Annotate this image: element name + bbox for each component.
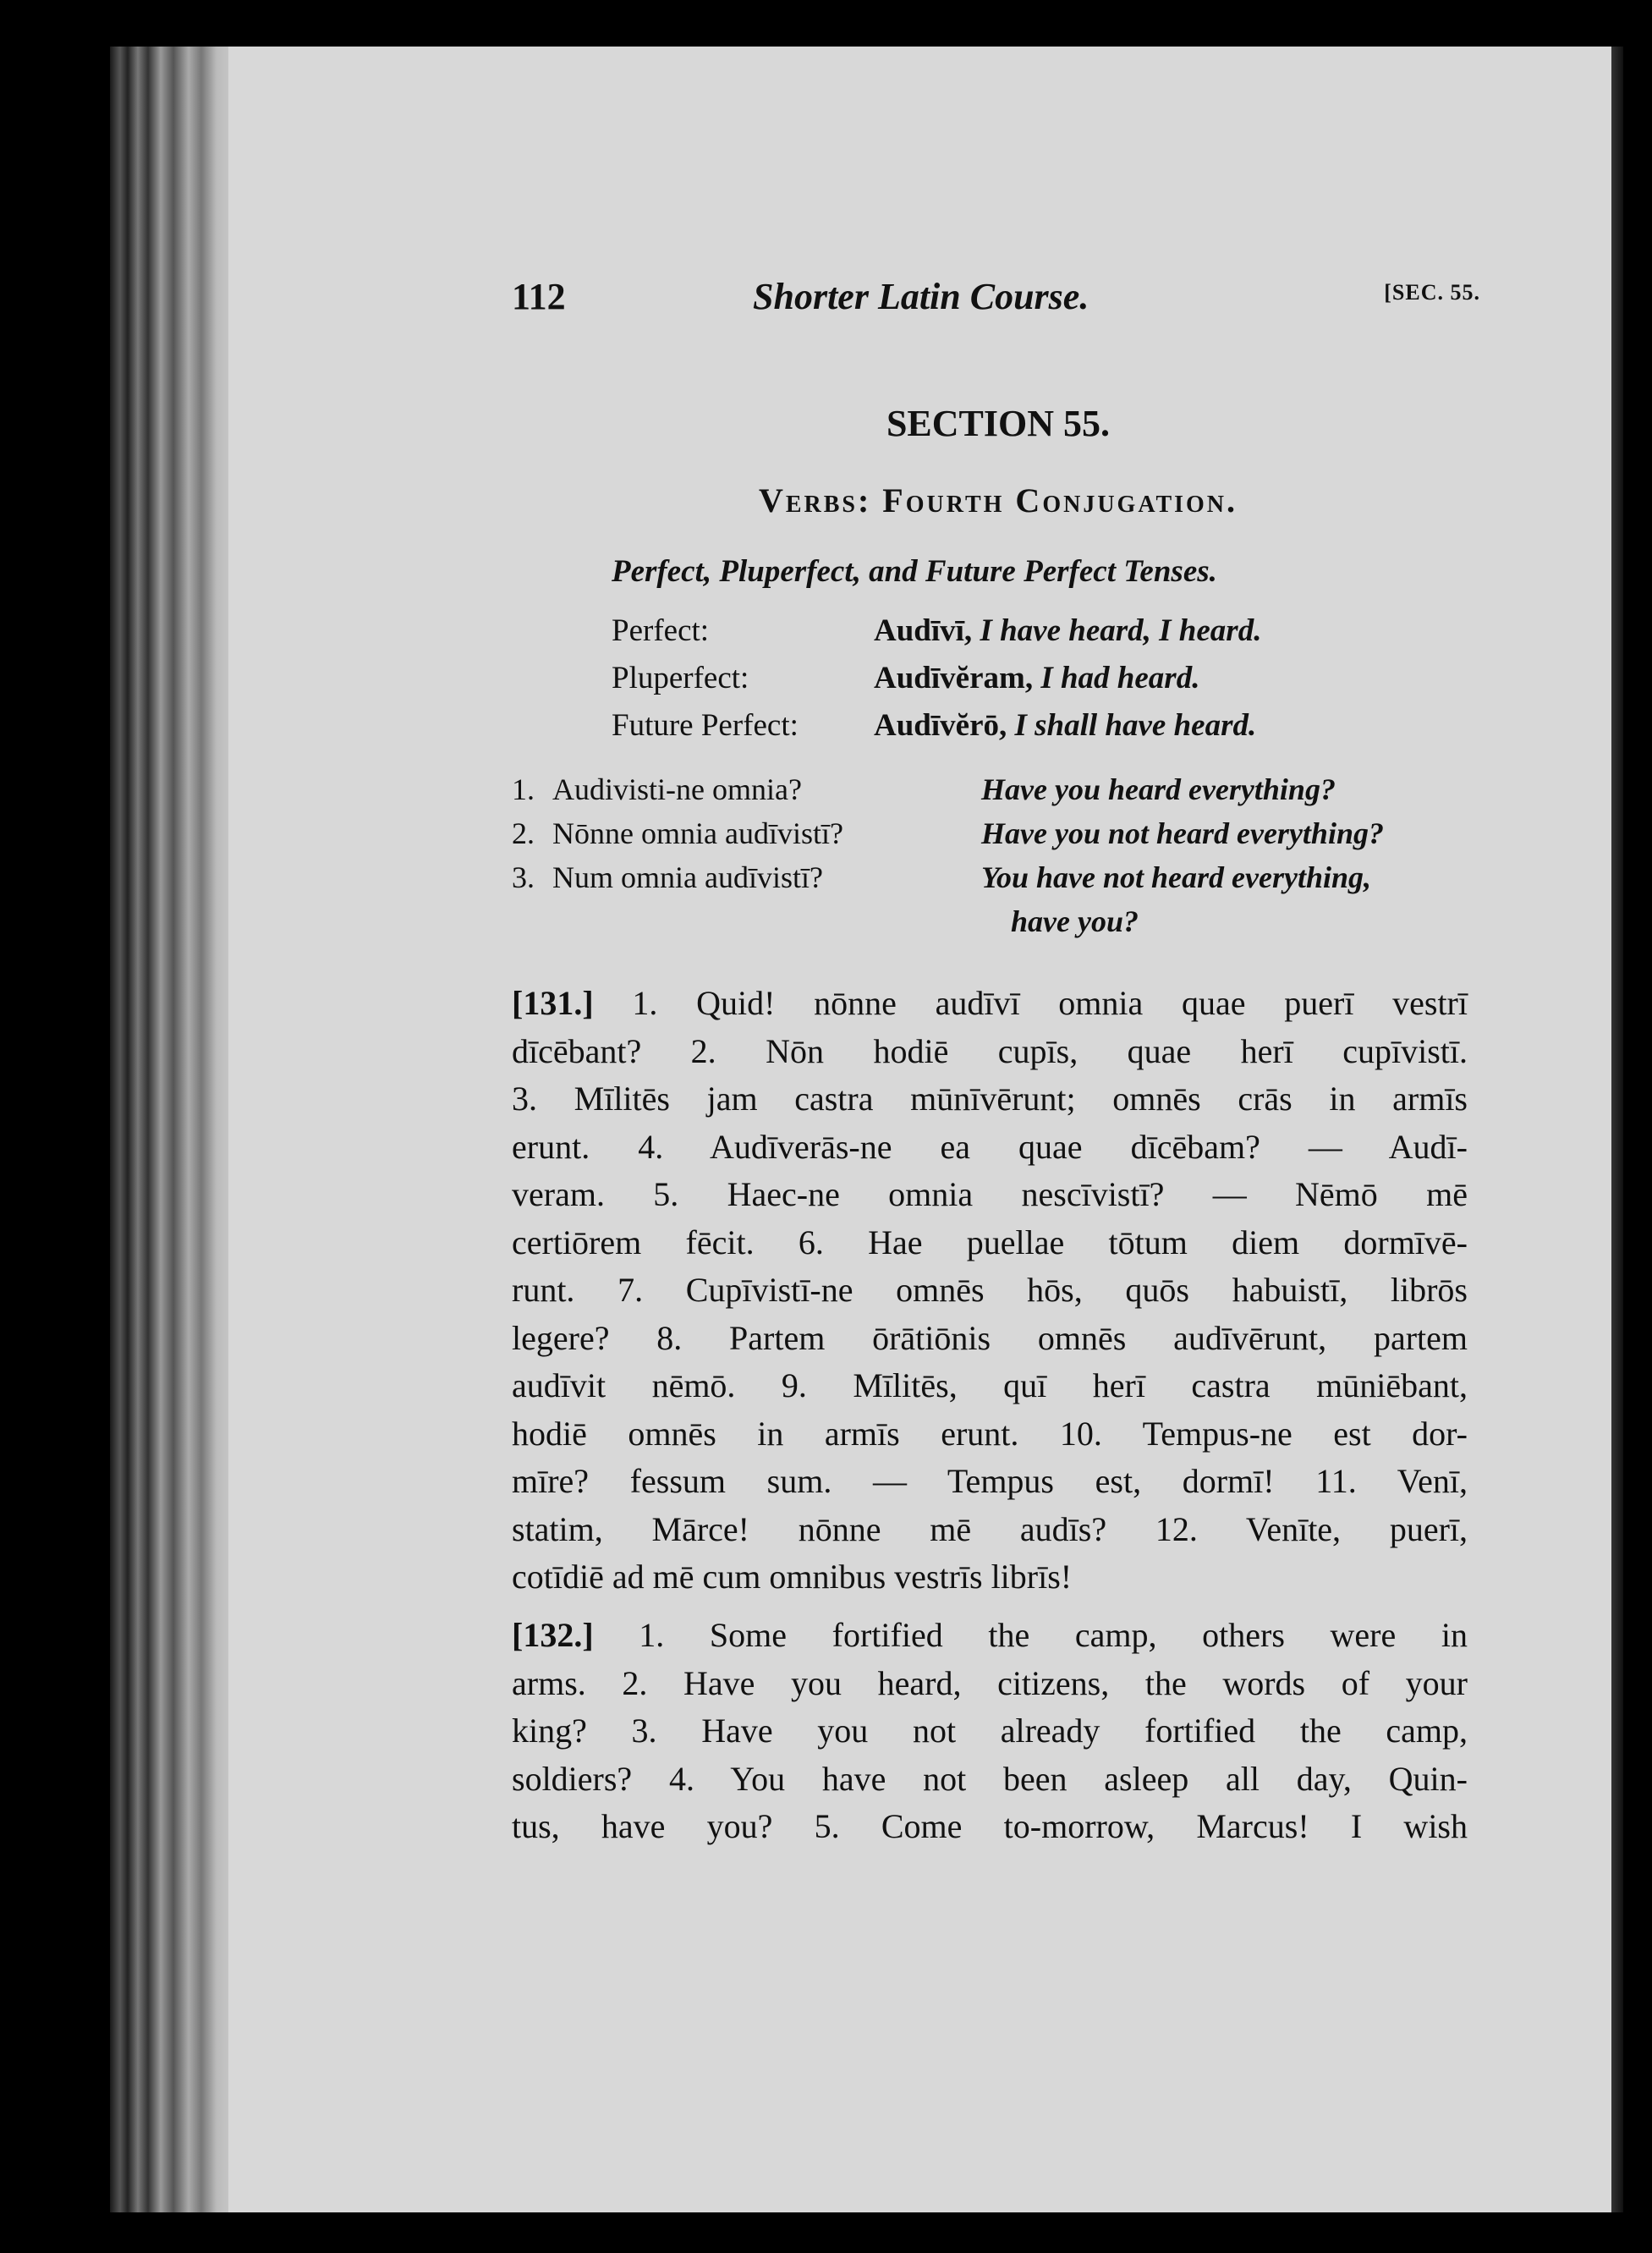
question-row xyxy=(512,816,1468,860)
question-row xyxy=(512,904,1468,948)
exercise-line: king? 3. Have you not already fortified the camp, xyxy=(512,1712,1468,1750)
exercise-line: statim, Mārce! nōnne mē audīs? 12. Venīte, puerī, xyxy=(512,1509,1468,1548)
tense-latin: Audīvī, I have heard, I heard. xyxy=(874,613,1262,648)
tense-name: Future Perfect: xyxy=(612,708,799,743)
question-latin: Nōnne omnia audīvistī? xyxy=(552,816,843,850)
question-english: Have you heard everything? xyxy=(981,772,1336,806)
exercise-line: dīcēbant? 2. Nōn hodiē cupīs, quae herī cupīvistī. xyxy=(512,1031,1468,1070)
exercise-line: [131.] 1. Quid! nōnne audīvī omnia quae puerī vestrī xyxy=(512,984,1468,1022)
page-right-edge xyxy=(1611,47,1623,2212)
exercise-number: [132.] xyxy=(512,1616,594,1654)
question-english: You have not heard everything, xyxy=(981,860,1372,894)
exercise-132 xyxy=(512,1612,1468,1851)
question-number: 3. xyxy=(512,860,535,894)
section-reference: [SEC. 55. xyxy=(1384,280,1480,305)
exercise-line: [132.] 1. Some fortified the camp, others were in xyxy=(512,1616,1468,1654)
tense-name: Perfect: xyxy=(612,613,710,648)
section-title: SECTION 55. xyxy=(886,403,1111,444)
tense-english: I have heard, I heard. xyxy=(980,613,1262,648)
tense-latin: Audīvĕrō, I shall have heard. xyxy=(874,708,1257,743)
exercise-line: arms. 2. Have you heard, citizens, the words of your xyxy=(512,1663,1468,1702)
exercise-line: hodiē omnēs in armīs erunt. 10. Tempus-ne est dor- xyxy=(512,1414,1468,1453)
example-questions xyxy=(512,772,1468,948)
exercise-line: runt. 7. Cupīvistī-ne omnēs hōs, quōs habuistī, librōs xyxy=(512,1271,1468,1309)
tense-english: I shall have heard. xyxy=(1014,708,1257,743)
exercise-line: 3. Mīlitēs jam castra mūnīvērunt; omnēs crās in armīs xyxy=(512,1080,1468,1118)
tense-english: I had heard. xyxy=(1040,661,1200,695)
question-english: Have you not heard everything? xyxy=(981,816,1384,850)
tense-latin: Audīvĕram, I had heard. xyxy=(874,661,1200,695)
question-latin: Num omnia audīvistī? xyxy=(552,860,823,894)
exercise-line: veram. 5. Haec-ne omnia nescīvistī? — Nēmō mē xyxy=(512,1175,1468,1213)
exercise-line: tus, have you? 5. Come to-morrow, Marcus! I wish xyxy=(512,1807,1468,1845)
tenses-heading: Perfect, Pluperfect, and Future Perfect Tenses. xyxy=(612,554,1217,589)
page-number: 112 xyxy=(512,276,566,317)
exercise-line: certiōrem fēcit. 6. Hae puellae tōtum diem dormīvē- xyxy=(512,1223,1468,1261)
question-latin: Audivisti-ne omnia? xyxy=(552,772,802,806)
question-number: 2. xyxy=(512,816,535,850)
exercise-line: legere? 8. Partem ōrātiōnis omnēs audīvērunt, partem xyxy=(512,1318,1468,1357)
running-head xyxy=(512,275,1480,326)
exercise-line: audīvit nēmō. 9. Mīlitēs, quī herī castra mūniēbant, xyxy=(512,1366,1468,1404)
question-row xyxy=(512,860,1468,904)
section-subtitle: Verbs: Fourth Conjugation. xyxy=(758,481,1238,519)
question-row xyxy=(512,772,1468,816)
exercise-line: cotīdiē ad mē cum omnibus vestrīs librīs! xyxy=(512,1558,1073,1596)
exercise-line: erunt. 4. Audīverās-ne ea quae dīcēbam? — Audī- xyxy=(512,1127,1468,1166)
book-title: Shorter Latin Course. xyxy=(753,276,1089,317)
exercise-line: mīre? fessum sum. — Tempus est, dormī! 11. Venī, xyxy=(512,1462,1468,1500)
book-spine xyxy=(110,47,237,2212)
exercise-131 xyxy=(512,980,1468,1602)
exercise-line: soldiers? 4. You have not been asleep all day, Quin- xyxy=(512,1759,1468,1798)
question-english-continued: have you? xyxy=(1011,904,1139,938)
exercise-number: [131.] xyxy=(512,984,594,1022)
tense-name: Pluperfect: xyxy=(612,661,749,695)
question-number: 1. xyxy=(512,772,535,806)
